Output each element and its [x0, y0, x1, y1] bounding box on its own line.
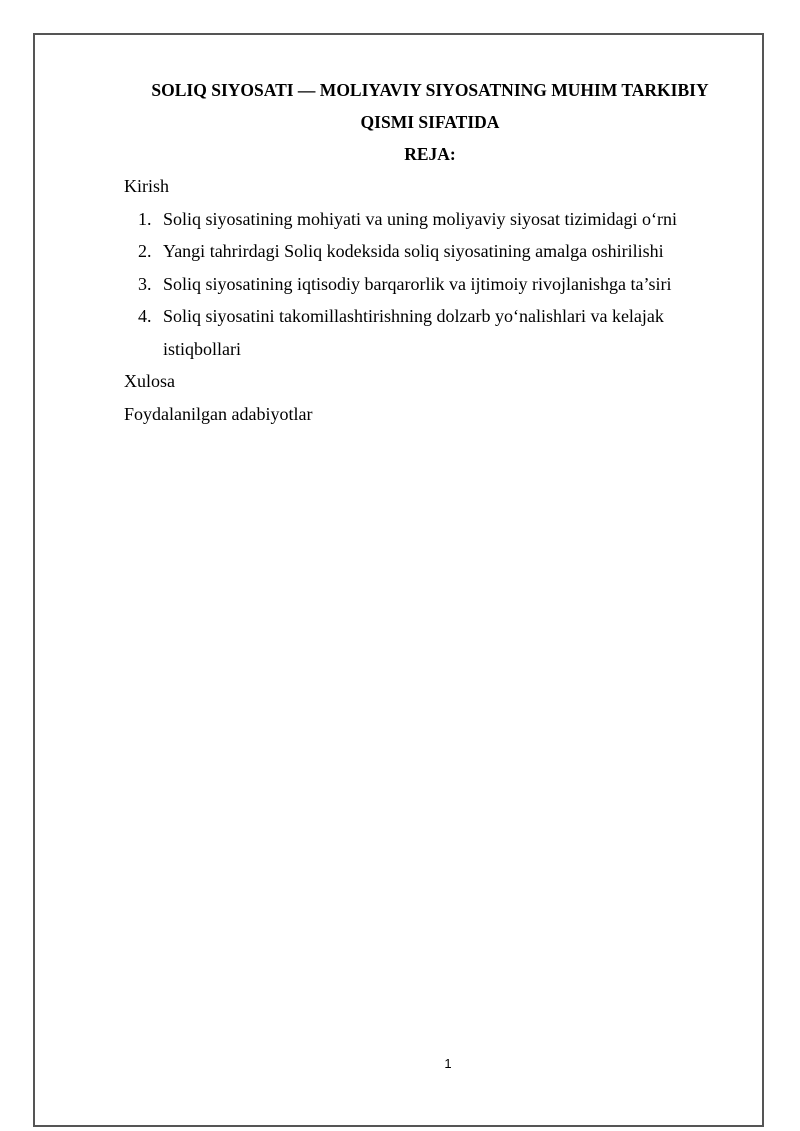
- list-item-number: 2.: [138, 241, 152, 261]
- list-item-text-line-1: Soliq siyosatini takomillashtirishning dolzarb yo‘nalishlari va kelajak: [163, 306, 664, 326]
- references-entry: Foydalanilgan adabiyotlar: [124, 403, 313, 424]
- title-line-2: QISMI SIFATIDA: [360, 112, 500, 132]
- plan-heading: REJA:: [404, 144, 456, 164]
- list-item-text-line-2: istiqbollari: [163, 338, 241, 359]
- conclusion-entry: Xulosa: [124, 371, 175, 391]
- list-item: [124, 203, 744, 236]
- page-content: [124, 74, 744, 430]
- plan-list: [124, 203, 744, 366]
- document-title: [124, 74, 736, 138]
- list-item-number: 4.: [138, 306, 152, 326]
- list-item: [124, 300, 744, 365]
- list-item-text: Yangi tahrirdagi Soliq kodeksida soliq siyosatining amalga oshirilishi: [163, 241, 664, 261]
- list-item: [124, 268, 744, 301]
- list-item-text: Soliq siyosatining iqtisodiy barqarorlik va ijtimoiy rivojlanishga ta’siri: [163, 273, 672, 294]
- list-item-number: 1.: [138, 208, 152, 229]
- list-item-number: 3.: [138, 273, 152, 294]
- title-line-1: SOLIQ SIYOSATI — MOLIYAVIY SIYOSATNING MUHIM TARKIBIY: [151, 80, 709, 100]
- page-number: 1: [444, 1056, 452, 1071]
- intro-entry: Kirish: [124, 176, 169, 196]
- list-item: [124, 235, 744, 268]
- list-item-text: Soliq siyosatining mohiyati va uning moliyaviy siyosat tizimidagi o‘rni: [163, 208, 677, 229]
